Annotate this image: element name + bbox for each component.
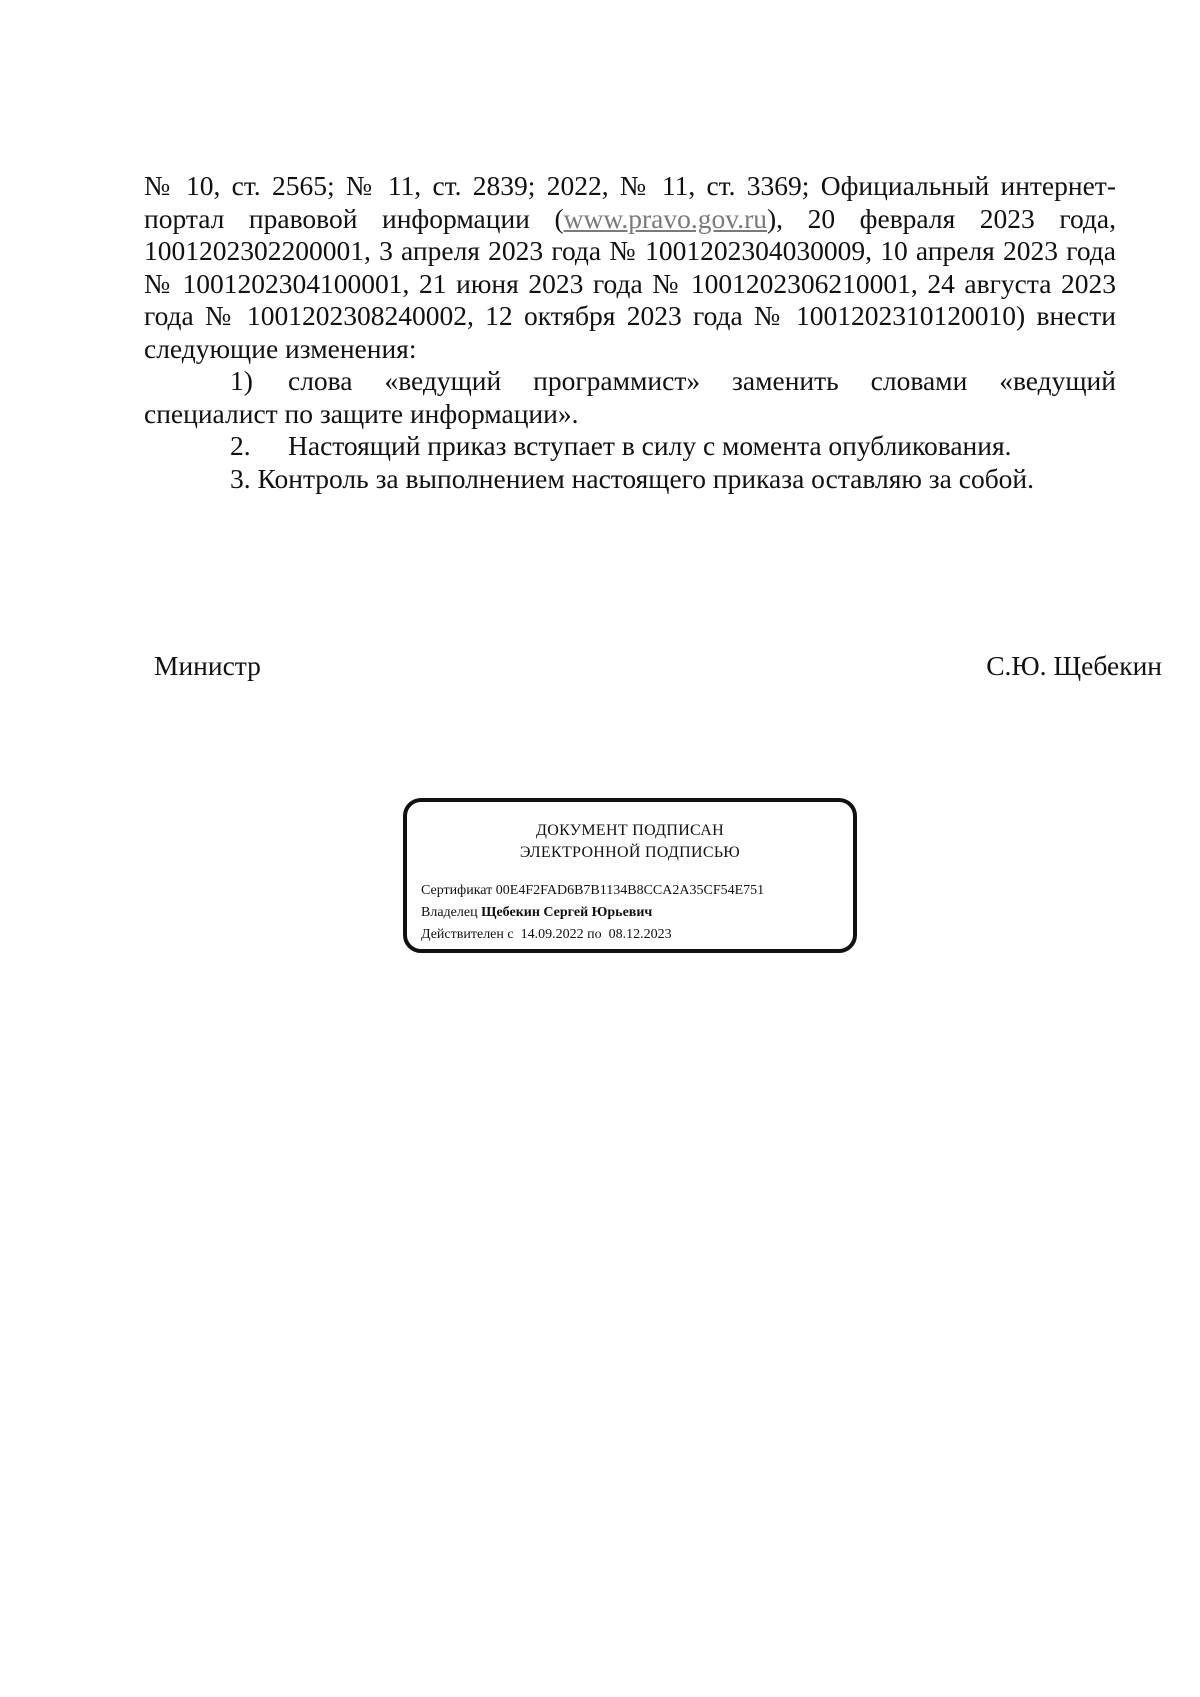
certificate-value: 00E4F2FAD6B7B1134B8CCA2A35CF54E751	[495, 883, 765, 898]
list-item-1	[144, 365, 1116, 430]
pravo-gov-link[interactable]: www.pravo.gov.ru	[563, 202, 768, 234]
stamp-owner-row	[421, 902, 764, 924]
electronic-signature-stamp	[403, 798, 857, 953]
list-item-2-text: Настоящий приказ вступает в силу с момента опубликования.	[288, 430, 1012, 461]
list-item-3: 3. Контроль за выполнением настоящего приказа оставляю за собой.	[230, 462, 1035, 494]
paragraph-amendment-sources	[144, 170, 1116, 365]
valid-label: Действителен с	[421, 927, 514, 942]
paragraph-text-end: ), 20 февраля 2023 года, 1001202302200001, 3 апреля 2023 года № 1001202304030009, 10 апреля 2023 года № 1001202304100001, 21 июня 2023 года № 1001202306210001, 24 августа 2023 года № 1001202308240002, 12 октября 2023 года № 1001202310120010) внести следующие изменения:	[144, 202, 1116, 364]
valid-to-label: по	[587, 927, 602, 942]
valid-to-value: 08.12.2023	[608, 927, 672, 942]
owner-value: Щебекин Сергей Юрьевич	[481, 905, 653, 920]
stamp-validity-row	[421, 924, 764, 946]
signatory-position: Министр	[154, 650, 261, 681]
stamp-title-line-1: ДОКУМЕНТ ПОДПИСАН	[536, 822, 724, 839]
valid-from-value: 14.09.2022	[520, 927, 584, 942]
signatory-name: С.Ю. Щебекин	[986, 650, 1162, 681]
stamp-title-line-2: ЭЛЕКТРОННОЙ ПОДПИСЬЮ	[519, 844, 741, 861]
stamp-certificate-row	[421, 880, 764, 902]
list-item-2-number: 2.	[230, 430, 251, 461]
list-item-1-text: слова «ведущий программист» заменить словами «ведущий специалист по защите информации».	[144, 365, 1116, 429]
list-item-1-number: 1)	[230, 365, 253, 396]
paragraph-text-start: № 10, ст. 2565; № 11, ст. 2839; 2022, № 11, ст. 3369; Официальный интернет-портал правовой информации (	[144, 170, 1116, 234]
owner-label: Владелец	[421, 905, 478, 920]
stamp-title	[407, 820, 853, 864]
certificate-label: Сертификат	[421, 883, 493, 898]
document-body	[144, 170, 1116, 495]
list-item-2	[144, 430, 1116, 463]
stamp-details	[421, 880, 764, 946]
